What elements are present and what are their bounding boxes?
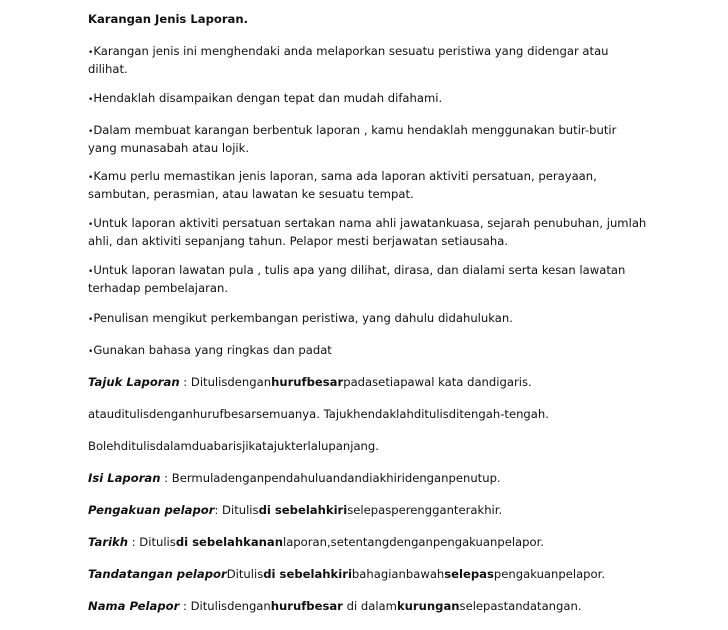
text-segment: selepasperengganterakhir. bbox=[347, 503, 503, 517]
bullet-item bbox=[88, 122, 648, 156]
tajuk-laporan-label: Tajuk Laporan bbox=[88, 375, 180, 389]
text-segment: : Ditulis bbox=[128, 535, 176, 549]
bullet-dot: • bbox=[88, 95, 94, 105]
bullet-dot: • bbox=[88, 347, 94, 357]
bullet-dot: • bbox=[88, 315, 94, 325]
bullet-dot: • bbox=[88, 48, 94, 58]
text-segment: laporan,setentangdenganpengakuanpelapor. bbox=[282, 535, 544, 549]
text-segment: : Ditulis bbox=[214, 503, 259, 517]
bullet-text: Untuk laporan aktiviti persatuan sertakan nama ahli jawatankuasa, sejarah penubuhan, jumlah ahli, dan aktiviti sepanjang tahun. Pelapor mesti berjawatan setiausaha. bbox=[88, 216, 647, 248]
bold-segment: hurufbesar bbox=[271, 375, 344, 389]
bullet-dot: • bbox=[88, 220, 94, 230]
text-segment: bahagianbawah bbox=[351, 567, 445, 581]
bullet-text: Karangan jenis ini menghendaki anda melaporkan sesuatu peristiwa yang didengar atau dilihat. bbox=[88, 44, 609, 76]
text-segment: di dalam bbox=[342, 599, 397, 613]
text-segment: pengakuanpelapor. bbox=[493, 567, 606, 581]
bullet-item bbox=[88, 215, 648, 249]
bullet-text: Gunakan bahasa yang ringkas dan padat bbox=[93, 343, 332, 357]
bold-segment: hurufbesar bbox=[270, 599, 343, 613]
tarikh-line bbox=[88, 534, 544, 550]
bullet-dot: • bbox=[88, 127, 94, 137]
bold-segment: selepas bbox=[444, 567, 494, 581]
bullet-item bbox=[88, 262, 648, 296]
bullet-item bbox=[88, 310, 648, 328]
bullet-text: Dalam membuat karangan berbentuk laporan , kamu hendaklah menggunakan butir-butir yang munasabah atau lojik. bbox=[88, 123, 617, 155]
nama-pelapor-label: Nama Pelapor bbox=[88, 599, 180, 613]
pengakuan-pelapor-line bbox=[88, 502, 502, 518]
tajuk-laporan-line-2: atauditulisdenganhurufbesarsemuanya. Tajukhendaklahditulisditengah-tengah. bbox=[88, 407, 549, 421]
tajuk-laporan-line bbox=[88, 374, 532, 390]
bullet-dot: • bbox=[88, 173, 94, 183]
isi-laporan-label: Isi Laporan bbox=[88, 471, 161, 485]
tandatangan-pelapor-line bbox=[88, 566, 605, 582]
bullet-text: Kamu perlu memastikan jenis laporan, sama ada laporan aktiviti persatuan, perayaan, sambutan, perasmian, atau lawatan ke sesuatu tempat. bbox=[88, 169, 597, 201]
bullet-item bbox=[88, 342, 648, 360]
pengakuan-pelapor-label: Pengakuan pelapor bbox=[88, 503, 215, 517]
tandatangan-pelapor-label: Tandatangan pelapor bbox=[88, 567, 227, 581]
text-segment: : Ditulisdengan bbox=[179, 375, 272, 389]
tajuk-laporan-line-3: Bolehditulisdalamduabarisjikatajukterlalupanjang. bbox=[88, 439, 379, 453]
bullet-item bbox=[88, 90, 648, 108]
bullet-text: Hendaklah disampaikan dengan tepat dan mudah difahami. bbox=[93, 91, 443, 105]
bold-segment: di sebelahkanan bbox=[175, 535, 283, 549]
text-segment: : Ditulisdengan bbox=[179, 599, 271, 613]
tarikh-label: Tarikh bbox=[88, 535, 129, 549]
bullet-text: Penulisan mengikut perkembangan peristiwa, yang dahulu didahulukan. bbox=[93, 311, 513, 325]
bullet-item bbox=[88, 168, 648, 202]
text-segment: Ditulis bbox=[226, 567, 264, 581]
text-segment: padasetiapawal kata dandigaris. bbox=[343, 375, 532, 389]
text-segment: selepastandatangan. bbox=[459, 599, 582, 613]
bold-segment: kurungan bbox=[396, 599, 460, 613]
bold-segment: di sebelahkiri bbox=[263, 567, 352, 581]
bullet-item bbox=[88, 43, 648, 77]
bullet-text: Untuk laporan lawatan pula , tulis apa yang dilihat, dirasa, dan dialami serta kesan lawatan terhadap pembelajaran. bbox=[88, 263, 626, 295]
nama-pelapor-line bbox=[88, 598, 582, 614]
bold-segment: di sebelahkiri bbox=[258, 503, 348, 517]
bullet-dot: • bbox=[88, 267, 94, 277]
text-segment: : Bermuladenganpendahuluandandiakhiridenganpenutup. bbox=[160, 471, 501, 485]
document-title: Karangan Jenis Laporan. bbox=[88, 12, 249, 26]
isi-laporan-line bbox=[88, 470, 501, 486]
